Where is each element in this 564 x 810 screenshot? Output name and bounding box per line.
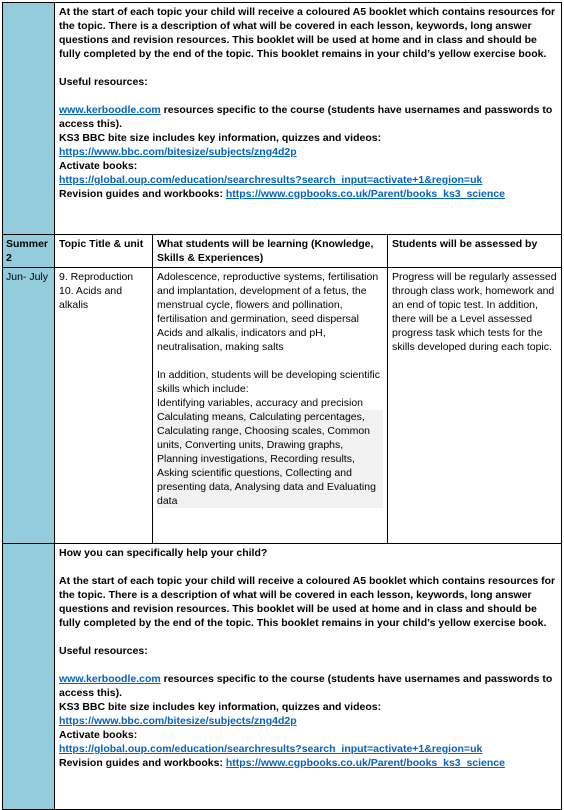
side-cell — [3, 3, 55, 235]
learning-skills-intro: In addition, students will be developing scientific skills which include: — [157, 369, 380, 395]
bbc-link-bottom[interactable]: https://www.bbc.com/bitesize/subjects/zng4d2p — [59, 715, 297, 727]
activate-label-bottom: Activate books: — [59, 729, 138, 741]
revision-link-bottom[interactable]: https://www.cgpbooks.co.uk/Parent/books_ks3_science — [225, 757, 505, 769]
kerboodle-link-bottom[interactable]: www.kerboodle.com — [59, 673, 161, 685]
kerboodle-desc: resources specific to the course (students have usernames and passwords to access this). — [59, 104, 553, 130]
revision-line-bottom — [59, 756, 557, 770]
kerboodle-line-bottom — [59, 672, 557, 700]
learning-column-header: What students will be learning (Knowledge, Skills & Experiences) — [153, 235, 388, 268]
learning-variables: Identifying variables, accuracy and precision — [157, 397, 364, 409]
content-row — [3, 268, 562, 544]
help-cell-top — [55, 3, 562, 235]
activate-link[interactable]: https://global.oup.com/education/searchresults?search_input=activate+1&region=uk — [59, 174, 483, 186]
help-row-bottom — [3, 544, 562, 810]
revision-line — [59, 187, 557, 201]
bbc-link[interactable]: https://www.bbc.com/bitesize/subjects/zng4d2p — [59, 146, 297, 158]
assessed-column-header: Students will be assessed by — [388, 235, 562, 268]
learning-cell — [153, 268, 388, 544]
dates-cell: Jun- July — [3, 268, 55, 544]
assessed-cell: Progress will be regularly assessed through class work, homework and an end of topic test. In addition, there will be a Level assessed progress task which tests for the skills developed during each topic. — [388, 268, 562, 544]
revision-link[interactable]: https://www.cgpbooks.co.uk/Parent/books_ks3_science — [225, 188, 505, 200]
kerboodle-link[interactable]: www.kerboodle.com — [59, 104, 161, 116]
useful-resources-heading: Useful resources: — [59, 76, 148, 88]
help-cell-bottom — [55, 544, 562, 810]
curriculum-table — [2, 2, 562, 810]
topic-cell: 9. Reproduction 10. Acids and alkalis — [55, 268, 153, 544]
learning-skills-list: Calculating means, Calculating percentages, Calculating range, Choosing scales, Common units, Converting units, Drawing graphs, Planning investigations, Recording results, Asking scientific questions, Collecting and presenting data, Analysing data and Evaluating data — [157, 410, 383, 508]
bbc-label: KS3 BBC bite size includes key information, quizzes and videos: — [59, 132, 382, 144]
side-cell-bottom — [3, 544, 55, 810]
help-heading: How you can specifically help your child? — [59, 547, 268, 559]
activate-link-bottom[interactable]: https://global.oup.com/education/searchresults?search_input=activate+1&region=uk — [59, 743, 483, 755]
kerboodle-line — [59, 103, 557, 131]
booklet-intro: At the start of each topic your child will receive a coloured A5 booklet which contains resources for the topic. There is a description of what will be covered in each lesson, keywords, long answer questions and revision resources. This booklet will be used at home and in class and should be fully completed by the end of the topic. This booklet remains in your child’s yellow exercise book. — [59, 6, 556, 60]
learning-reproduction: Adolescence, reproductive systems, fertilisation and implantation, development of a fetus, the menstrual cycle, flowers and pollination, fertilisation and germination, seed dispersal — [157, 271, 379, 325]
topic-column-header: Topic Title & unit — [55, 235, 153, 268]
header-row — [3, 235, 562, 268]
kerboodle-desc-bottom: resources specific to the course (students have usernames and passwords to access this). — [59, 673, 553, 699]
revision-label: Revision guides and workbooks: — [59, 188, 226, 200]
booklet-intro-bottom: At the start of each topic your child will receive a coloured A5 booklet which contains resources for the topic. There is a description of what will be covered in each lesson, keywords, long answer questions and revision resources. This booklet will be used at home and in class and should be fully completed by the end of the topic. This booklet remains in your child’s yellow exercise book. — [59, 575, 556, 629]
help-row-top — [3, 3, 562, 235]
learning-acids: Acids and alkalis, indicators and pH, neutralisation, making salts — [157, 327, 326, 353]
useful-resources-heading-bottom: Useful resources: — [59, 645, 148, 657]
revision-label-bottom: Revision guides and workbooks: — [59, 757, 226, 769]
activate-label: Activate books: — [59, 160, 138, 172]
term-label: Summer 2 — [3, 235, 55, 268]
bbc-label-bottom: KS3 BBC bite size includes key information, quizzes and videos: — [59, 701, 382, 713]
